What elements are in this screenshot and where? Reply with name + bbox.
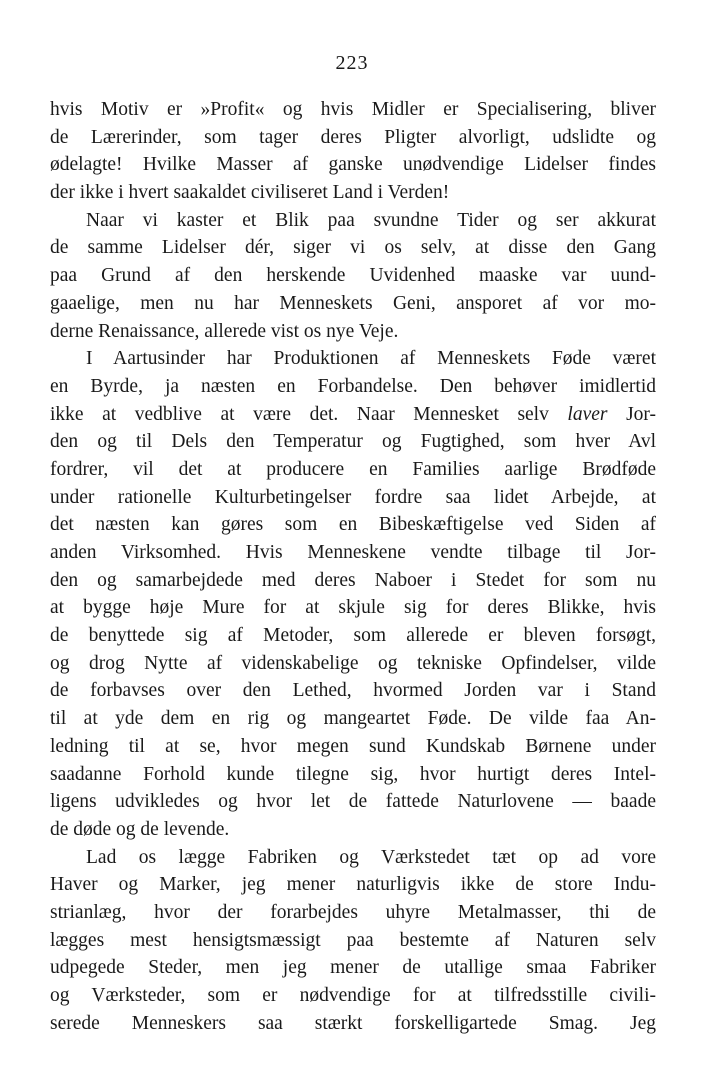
text-line: strianlæg, hvor der forarbejdes uhyre Metalmasser, thi de (50, 901, 656, 923)
text-line: paa Grund af den herskende Uvidenhed maaske var uund- (50, 265, 656, 287)
text-line: den og til Dels den Temperatur og Fugtighed, som hver Avl (50, 431, 656, 453)
text-line (50, 401, 656, 429)
text-line: saadanne Forhold kunde tilegne sig, hvor hurtigt deres Intel- (50, 763, 656, 785)
text-line: Haver og Marker, jeg mener naturligvis ikke de store Indu- (50, 874, 656, 896)
text-line: ledning til at se, hvor megen sund Kundskab Børnene under (50, 735, 656, 757)
emphasized-word: laver (567, 403, 608, 425)
text-run: Jor- (607, 403, 657, 425)
text-line: de forbavses over den Lethed, hvormed Jorden var i Stand (50, 680, 656, 702)
body-text (50, 96, 656, 1037)
text-line: derne Renaissance, allerede vist os nye Veje. (50, 320, 399, 342)
text-line: og drog Nytte af videnskabelige og tekniske Opfindelser, vilde (50, 652, 656, 674)
text-line: ligens udvikledes og hvor let de fattede Naturlovene — baade (50, 791, 656, 813)
text-line: der ikke i hvert saakaldet civiliseret Land i Verden! (50, 182, 450, 204)
text-line: at bygge høje Mure for at skjule sig for deres Blikke, hvis (50, 597, 656, 619)
text-line: hvis Motiv er »Profit« og hvis Midler er Specialisering, bliver (50, 99, 656, 120)
text-line: de Lærerinder, som tager deres Pligter alvorligt, udslidte og (50, 126, 656, 148)
text-line: de døde og de levende. (50, 818, 230, 840)
text-line: lægges mest hensigtsmæssigt paa bestemte af Naturen selv (50, 929, 656, 951)
page-number: 223 (335, 52, 369, 74)
text-line: Naar vi kaster et Blik paa svundne Tider og ser akkurat (86, 209, 656, 231)
text-line: I Aartusinder har Produktionen af Menneskets Føde været (86, 348, 656, 370)
text-line: og Værksteder, som er nødvendige for at tilfredsstille civili- (50, 985, 656, 1006)
text-line: en Byrde, ja næsten en Forbandelse. Den behøver imidlertid (50, 375, 656, 397)
text-line: ødelagte! Hvilke Masser af ganske unødvendige Lidelser findes (50, 154, 656, 176)
text-line: udpegede Steder, men jeg mener de utallige smaa Fabriker (50, 957, 656, 979)
text-line: de benyttede sig af Metoder, som allerede er bleven forsøgt, (50, 625, 656, 647)
text-line: anden Virksomhed. Hvis Menneskene vendte tilbage til Jor- (50, 542, 656, 563)
text-line: gaaelige, men nu har Menneskets Geni, ansporet af vor mo- (50, 292, 656, 314)
text-line: Lad os lægge Fabriken og Værkstedet tæt op ad vore (86, 846, 656, 868)
text-line: de samme Lidelser dér, siger vi os selv, at disse den Gang (50, 237, 656, 259)
text-line: serede Menneskers saa stærkt forskelligartede Smag. Jeg (50, 1012, 656, 1034)
text-line: den og samarbejdede med deres Naboer i Stedet for som nu (50, 569, 656, 591)
text-line: det næsten kan gøres som en Bibeskæftigelse ved Siden af (50, 514, 656, 536)
text-line: fordrer, vil det at producere en Families aarlige Brødføde (50, 458, 656, 480)
text-run: ikke at vedblive at være det. Naar Mennesket selv (50, 403, 568, 425)
text-line: under rationelle Kulturbetingelser fordre saa lidet Arbejde, at (50, 486, 656, 508)
text-line: til at yde dem en rig og mangeartet Føde. De vilde faa An- (50, 708, 656, 730)
